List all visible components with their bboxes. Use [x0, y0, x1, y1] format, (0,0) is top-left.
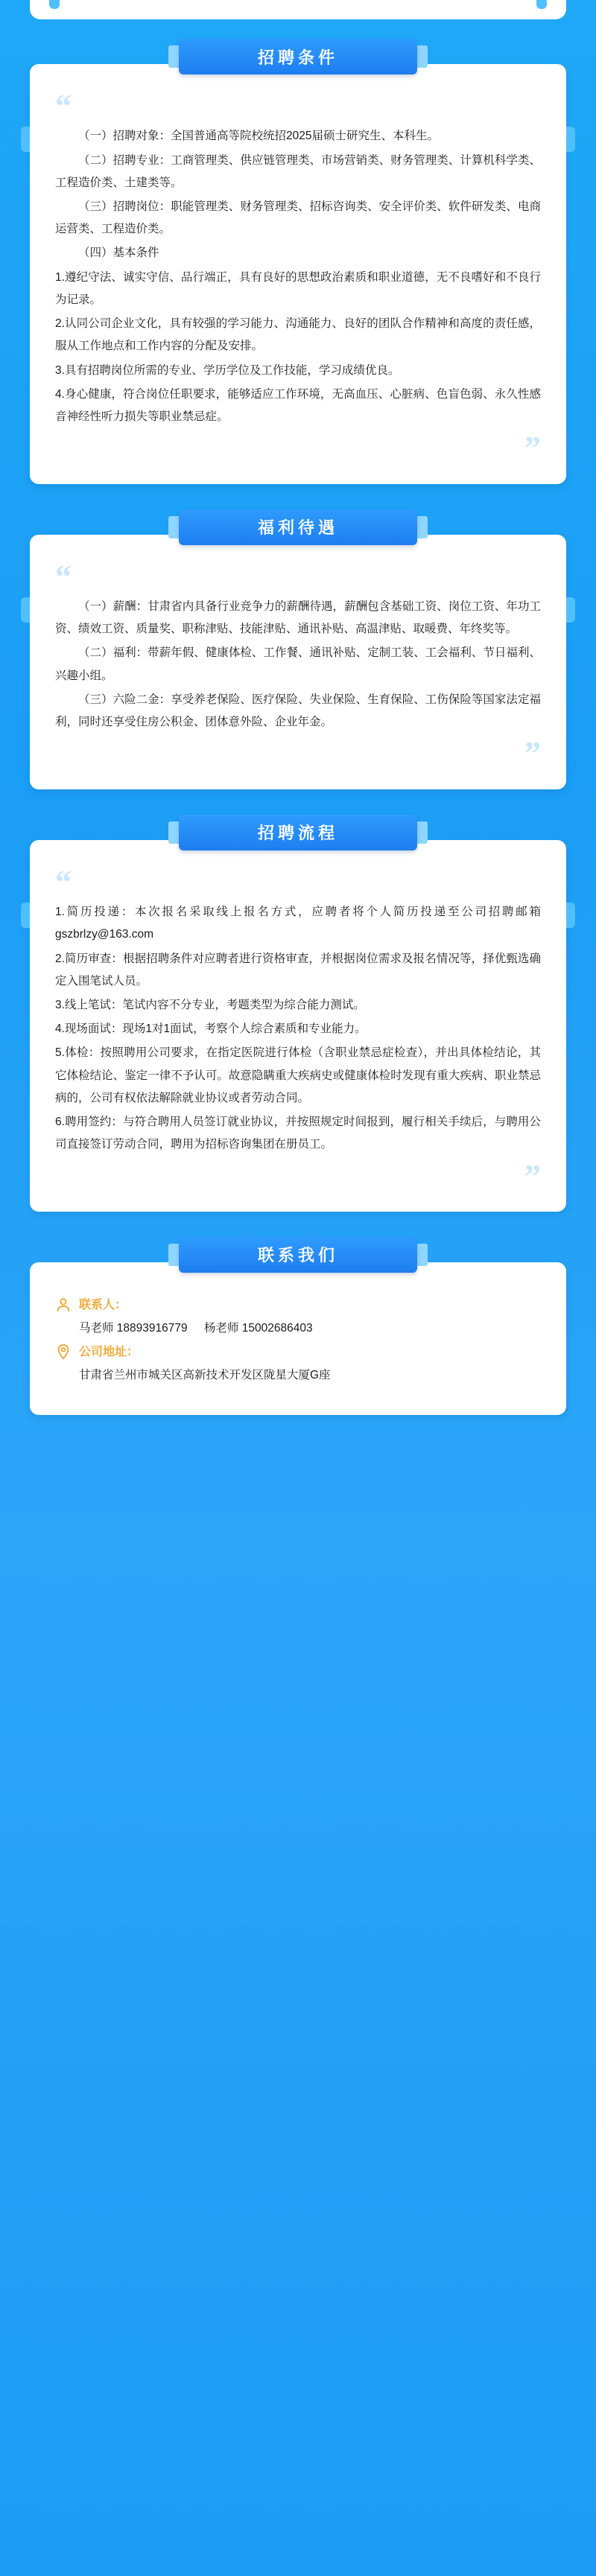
section-title: 福利待遇 — [257, 518, 338, 538]
section-banner — [30, 815, 566, 858]
card-notch-left — [21, 903, 30, 928]
paragraph: （一）薪酬：甘肃省内具备行业竞争力的薪酬待遇，薪酬包含基础工资、岗位工资、年功工资、绩效工资、质量奖、职称津贴、技能津贴、通讯补贴、高温津贴、取暖费、年终奖等。 — [55, 600, 541, 636]
card-contact-us — [30, 1262, 566, 1415]
contact-person-label: 联系人： — [79, 1298, 127, 1311]
card-recruitment-process — [30, 840, 566, 1212]
quote-open-icon: “ — [55, 558, 72, 595]
contact-person-values — [79, 1317, 541, 1339]
contact-address-label: 公司地址： — [79, 1346, 139, 1359]
paragraph: 1.遵纪守法、诚实守信、品行端正，具有良好的思想政治素质和职业道德，无不良嗜好和不良行为记录。 — [55, 270, 541, 306]
paragraph: 3.具有招聘岗位所需的专业、学历学位及工作技能，学习成绩优良。 — [55, 363, 400, 377]
quote-open-icon: “ — [55, 88, 72, 124]
card-notch-left — [21, 127, 30, 152]
banner-recruitment-conditions — [179, 39, 417, 74]
section-contact-us — [30, 1237, 566, 1415]
paragraph: 1.简历投递：本次报名采取线上报名方式，应聘者将个人简历投递至公司招聘邮箱gszbrlzy@163.com — [55, 906, 541, 941]
contact-person-2: 杨老师 15002686403 — [203, 1321, 313, 1335]
section-banner — [30, 1237, 566, 1280]
contact-person-1: 马老师 18893916779 — [79, 1321, 188, 1335]
contact-person-row — [55, 1295, 541, 1313]
paragraph: 4.身心健康，符合岗位任职要求，能够适应工作环境，无高血压、心脏病、色盲色弱、永久性感音神经性听力损失等职业禁忌症。 — [55, 387, 541, 424]
card-benefits — [30, 535, 566, 789]
paragraph: 3.线上笔试：笔试内容不分专业，考题类型为综合能力测试。 — [55, 998, 365, 1011]
banner-recruitment-process — [179, 815, 417, 850]
contact-address-row — [55, 1342, 541, 1360]
section-banner — [30, 509, 566, 553]
card-notch-right — [566, 903, 575, 928]
quote-open-icon: “ — [55, 863, 72, 900]
top-card-remnant — [30, 0, 566, 19]
quote-close-icon: ” — [524, 430, 541, 467]
paragraph: 2.简历审查：根据招聘条件对应聘者进行资格审查，并根据岗位需求及报名情况等，择优甄选确定入围笔试人员。 — [55, 952, 541, 988]
banner-contact-us — [179, 1237, 417, 1273]
paragraph: 5.体检：按照聘用公司要求，在指定医院进行体检（含职业禁忌症检查），并出具体检结论，其它体检结论、鉴定一律不予认可。故意隐瞒重大疾病史或健康体检时发现有重大疾病、职业禁忌病的，公司有权依法解除就业协议或者劳动合同。 — [55, 1046, 541, 1104]
section-recruitment-conditions — [30, 39, 566, 484]
paragraph: （一）招聘对象：全国普通高等院校统招2025届硕士研究生、本科生。 — [78, 130, 439, 143]
section-title: 招聘条件 — [257, 48, 338, 67]
section-banner — [30, 39, 566, 82]
paragraph: （三）招聘岗位：职能管理类、财务管理类、招标咨询类、安全评价类、软件研发类、电商运营类、工程造价类。 — [55, 200, 541, 236]
banner-benefits — [179, 509, 417, 545]
paragraph: 6.聘用签约：与符合聘用人员签订就业协议，并按照规定时间报到，履行相关手续后，与聘用公司直接签订劳动合同，聘用为招标咨询集团在册员工。 — [55, 1116, 541, 1151]
section-benefits — [30, 509, 566, 789]
person-icon — [55, 1297, 72, 1313]
card-notch-left — [21, 597, 30, 623]
paragraph: （三）六险二金：享受养老保险、医疗保险、失业保险、生育保险、工伤保险等国家法定福利，同时还享受住房公积金、团体意外险、企业年金。 — [55, 693, 541, 729]
card-notch-right — [566, 127, 575, 152]
paragraph: （四）基本条件 — [78, 247, 159, 260]
paragraph: （二）招聘专业：工商管理类、供应链管理类、市场营销类、财务管理类、计算机科学类、工程造价类、土建类等。 — [55, 153, 541, 189]
quote-close-icon: ” — [524, 735, 541, 772]
location-pin-icon — [55, 1343, 72, 1360]
section-recruitment-process — [30, 815, 566, 1212]
paragraph: （二）福利：带薪年假、健康体检、工作餐、通讯补贴、定制工装、工会福利、节日福利、兴趣小组。 — [55, 646, 541, 682]
section-title: 联系我们 — [257, 1246, 338, 1265]
contact-address-value: 甘肃省兰州市城关区高新技术开发区陇星大厦G座 — [79, 1369, 331, 1382]
paragraph: 2.认同公司企业文化，具有较强的学习能力、沟通能力、良好的团队合作精神和高度的责任感，服从工作地点和工作内容的分配及安排。 — [55, 317, 541, 353]
section-title: 招聘流程 — [257, 824, 338, 843]
card-notch-right — [566, 597, 575, 623]
quote-close-icon: ” — [524, 1157, 541, 1195]
paragraph: 4.现场面试：现场1对1面试，考察个人综合素质和专业能力。 — [55, 1023, 367, 1036]
card-recruitment-conditions — [30, 64, 566, 484]
